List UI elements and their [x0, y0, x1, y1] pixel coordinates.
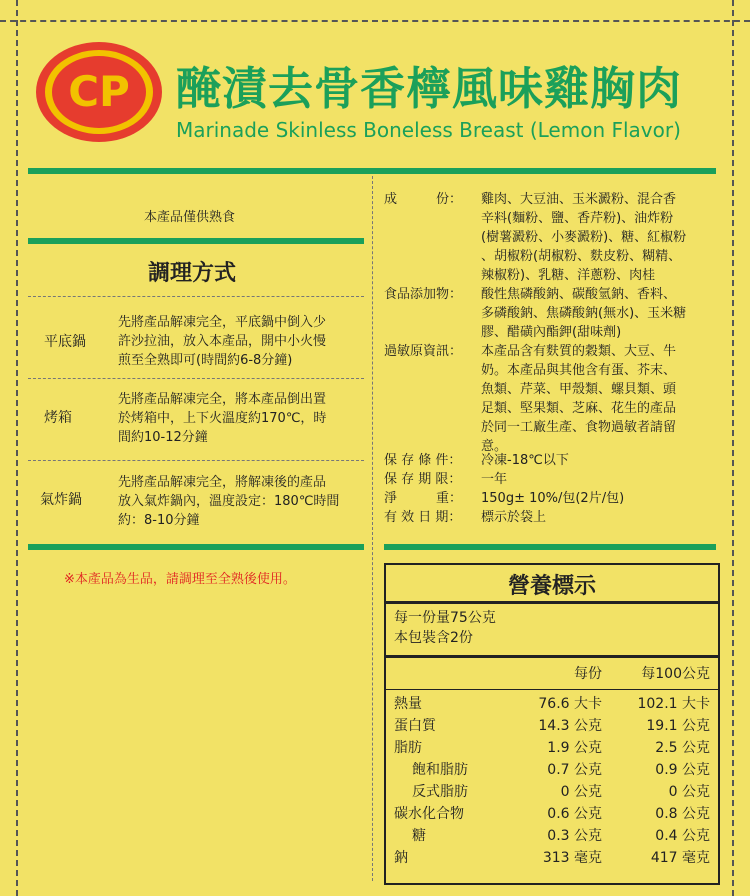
nutrition-rule — [386, 601, 718, 604]
cp-logo — [34, 40, 164, 145]
allergen-label: 過敏原資訊： — [384, 344, 463, 359]
method-line: 先將產品解凍完全，平底鍋中倒入少 — [118, 315, 327, 330]
allergen-line: 於同一工廠生產、食物過敏者請留 — [481, 420, 677, 435]
nutrient-per-100g: 2.5 公克 — [655, 740, 710, 756]
method-line: 約：8-10分鐘 — [118, 513, 200, 528]
storage-label: 保 存 條 件： — [384, 453, 462, 468]
cooking-divider-top — [28, 238, 364, 244]
nutrient-per-serving: 14.3 公克 — [538, 718, 602, 734]
info-divider-bottom — [384, 544, 716, 550]
cut-line-right — [732, 0, 734, 896]
nutrient-per-100g: 0.9 公克 — [655, 762, 710, 778]
servings-per-package: 本包裝含2份 — [394, 630, 473, 646]
method-name: 平底鍋 — [44, 334, 86, 350]
nutrient-per-serving: 76.6 大卡 — [538, 696, 602, 712]
nutrient-per-serving: 0.3 公克 — [547, 828, 602, 844]
method-line: 先將產品解凍完全，將本產品倒出置 — [118, 392, 327, 407]
nutrient-per-serving: 313 毫克 — [542, 850, 602, 866]
nutrient-per-100g: 19.1 公克 — [646, 718, 710, 734]
ingredients-line: 、胡椒粉(胡椒粉、麩皮粉、糊精、 — [481, 249, 682, 264]
nutrient-per-serving: 0 公克 — [560, 784, 602, 800]
expiry-value: 標示於袋上 — [481, 510, 547, 525]
cut-line-left — [16, 0, 18, 896]
nutrition-panel — [384, 563, 720, 885]
nutrition-rule — [386, 655, 718, 658]
nutrient-name: 蛋白質 — [394, 718, 436, 734]
nutrient-name: 熱量 — [394, 696, 422, 712]
allergen-line: 意。 — [481, 439, 508, 454]
column-header-per-serving: 每份 — [574, 666, 602, 682]
nutrient-per-100g: 0.4 公克 — [655, 828, 710, 844]
nutrient-name: 碳水化合物 — [394, 806, 464, 822]
method-line: 放入氣炸鍋內，溫度設定：180℃時間 — [118, 494, 340, 509]
raw-product-warning: ※本產品為生品，請調理至全熟後使用。 — [64, 572, 296, 587]
cooking-heading: 調理方式 — [148, 261, 237, 286]
shelf-life-label: 保 存 期 限： — [384, 472, 462, 487]
ingredients-line: 辣椒粉)、乳糖、洋蔥粉、肉桂 — [481, 268, 656, 283]
additives-label: 食品添加物： — [384, 287, 463, 302]
net-weight-value: 150g± 10%/包(2片/包) — [481, 491, 625, 506]
nutrient-name: 反式脂肪 — [412, 784, 468, 800]
nutrient-per-100g: 102.1 大卡 — [637, 696, 710, 712]
ingredients-line: (樹薯澱粉、小麥澱粉)、糖、紅椒粉 — [481, 230, 687, 245]
nutrient-per-serving: 1.9 公克 — [547, 740, 602, 756]
allergen-line: 奶。本產品與其他含有蛋、芥末、 — [481, 363, 677, 378]
nutrient-name: 脂肪 — [394, 740, 422, 756]
column-divider — [372, 176, 373, 881]
ingredients-line: 辛料(麵粉、鹽、香芹粉)、油炸粉 — [481, 211, 674, 226]
nutrition-rule — [386, 689, 718, 690]
method-name: 氣炸鍋 — [40, 492, 82, 508]
storage-value: 冷凍-18℃以下 — [481, 453, 569, 468]
net-weight-label: 淨 重： — [384, 491, 463, 506]
cut-line-top — [0, 20, 750, 22]
nutrient-name: 鈉 — [394, 850, 408, 866]
column-header-per-100g: 每100公克 — [641, 666, 710, 682]
expiry-label: 有 效 日 期： — [384, 510, 462, 525]
shelf-life-value: 一年 — [481, 472, 508, 487]
header-divider — [28, 168, 716, 174]
allergen-line: 足類、堅果類、芝麻、花生的產品 — [481, 401, 677, 416]
method-name: 烤箱 — [44, 410, 72, 426]
row-divider — [28, 296, 364, 297]
nutrient-per-100g: 417 毫克 — [650, 850, 710, 866]
product-title-en: Marinade Skinless Boneless Breast (Lemon Flavor) — [176, 118, 681, 142]
cooked-only-note: 本產品僅供熟食 — [144, 210, 236, 225]
additives-line: 多磷酸鈉、焦磷酸鈉(無水)、玉米糖 — [481, 306, 687, 321]
nutrient-per-serving: 0.6 公克 — [547, 806, 602, 822]
allergen-line: 魚類、芹菜、甲殼類、螺貝類、頭 — [481, 382, 677, 397]
nutrient-per-100g: 0.8 公克 — [655, 806, 710, 822]
method-line: 於烤箱中，上下火溫度約170℃，時 — [118, 411, 327, 426]
nutrient-per-100g: 0 公克 — [668, 784, 710, 800]
ingredients-line: 雞肉、大豆油、玉米澱粉、混合香 — [481, 192, 677, 207]
product-title-cn: 醃漬去骨香檸風味雞胸肉 — [176, 62, 683, 115]
ingredients-label: 成 份： — [384, 192, 463, 207]
cooking-divider-bottom — [28, 544, 364, 550]
nutrient-name: 糖 — [412, 828, 426, 844]
svg-text:CP: CP — [68, 67, 130, 116]
nutrition-title: 營養標示 — [507, 574, 596, 599]
serving-size: 每一份量75公克 — [394, 610, 496, 626]
method-line: 煎至全熟即可(時間約6-8分鐘) — [118, 353, 293, 368]
nutrient-name: 飽和脂肪 — [412, 762, 468, 778]
allergen-line: 本產品含有麩質的穀類、大豆、牛 — [481, 344, 677, 359]
method-line: 許沙拉油，放入本產品，開中小火慢 — [118, 334, 327, 349]
nutrient-per-serving: 0.7 公克 — [547, 762, 602, 778]
method-line: 先將產品解凍完全，將解凍後的產品 — [118, 475, 327, 490]
row-divider — [28, 460, 364, 461]
method-line: 間約10-12分鐘 — [118, 430, 208, 445]
row-divider — [28, 378, 364, 379]
additives-line: 酸性焦磷酸鈉、碳酸氫鈉、香料、 — [481, 287, 677, 302]
additives-line: 膠、醋磺內酯鉀(甜味劑) — [481, 325, 622, 340]
